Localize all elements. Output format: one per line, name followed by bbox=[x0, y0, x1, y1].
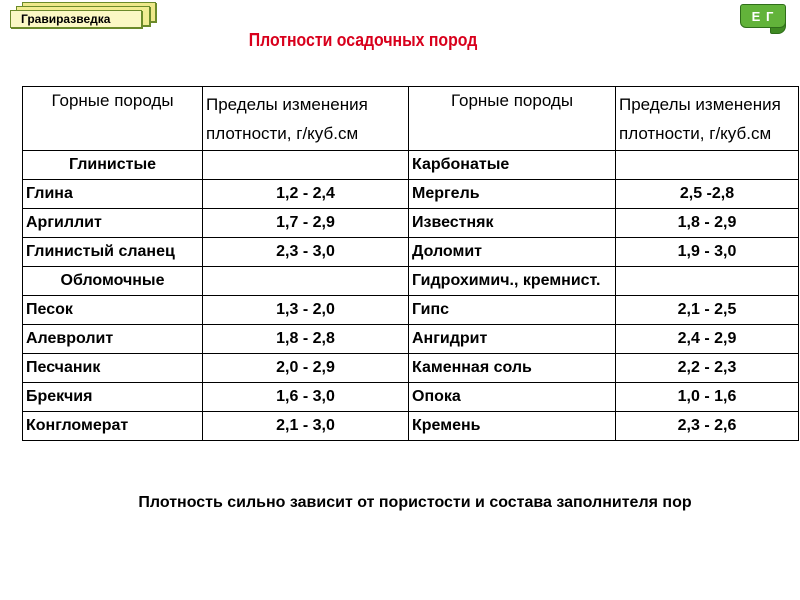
table-row bbox=[23, 412, 799, 441]
rock-name-left: Песок bbox=[23, 296, 203, 325]
table-row bbox=[23, 383, 799, 412]
flag-label: Е Г bbox=[740, 4, 786, 28]
table-row bbox=[23, 209, 799, 238]
density-table bbox=[22, 86, 799, 441]
rock-name-right: Доломит bbox=[409, 238, 616, 267]
table-category-row bbox=[23, 151, 799, 180]
rock-name-right: Каменная соль bbox=[409, 354, 616, 383]
density-range-left: 1,6 - 3,0 bbox=[203, 383, 409, 412]
table-row bbox=[23, 325, 799, 354]
footnote: Плотность сильно зависит от пористости и состава заполнителя пор bbox=[138, 494, 692, 511]
rock-name-left: Песчаник bbox=[23, 354, 203, 383]
density-range-left: 2,3 - 3,0 bbox=[203, 238, 409, 267]
header-range-right bbox=[616, 87, 799, 151]
rock-name-right: Гипс bbox=[409, 296, 616, 325]
density-range-left bbox=[203, 151, 409, 180]
category-left: Обломочные bbox=[23, 267, 203, 296]
rock-name-left: Алевролит bbox=[23, 325, 203, 354]
rock-name-left: Глина bbox=[23, 180, 203, 209]
table-row bbox=[23, 238, 799, 267]
header-range-left bbox=[203, 87, 409, 151]
eg-flag-button[interactable] bbox=[740, 4, 786, 32]
header-range-right-line2: плотности, г/куб.см bbox=[619, 123, 772, 143]
table-row bbox=[23, 296, 799, 325]
rock-name-right: Мергель bbox=[409, 180, 616, 209]
rock-name-right: Кремень bbox=[409, 412, 616, 441]
rock-name-right: Ангидрит bbox=[409, 325, 616, 354]
density-range-right: 1,9 - 3,0 bbox=[616, 238, 799, 267]
category-right: Гидрохимич., кремнист. bbox=[409, 267, 616, 296]
rock-name-left: Брекчия bbox=[23, 383, 203, 412]
density-range-right: 1,0 - 1,6 bbox=[616, 383, 799, 412]
density-range-left: 1,8 - 2,8 bbox=[203, 325, 409, 354]
table-row bbox=[23, 180, 799, 209]
header-range-left-line1: Пределы изменения bbox=[206, 94, 368, 114]
density-range-right bbox=[616, 151, 799, 180]
rock-name-left: Глинистый сланец bbox=[23, 238, 203, 267]
rock-name-left: Аргиллит bbox=[23, 209, 203, 238]
header-range-right-line1: Пределы изменения bbox=[619, 94, 781, 114]
density-range-right: 2,3 - 2,6 bbox=[616, 412, 799, 441]
page-title: Плотности осадочных пород bbox=[248, 30, 478, 50]
rock-name-right: Опока bbox=[409, 383, 616, 412]
category-left: Глинистые bbox=[23, 151, 203, 180]
table-header-row bbox=[23, 87, 799, 151]
table-row bbox=[23, 354, 799, 383]
section-badge[interactable] bbox=[8, 2, 158, 30]
density-range-right: 2,4 - 2,9 bbox=[616, 325, 799, 354]
density-range-right: 1,8 - 2,9 bbox=[616, 209, 799, 238]
density-range-left: 2,1 - 3,0 bbox=[203, 412, 409, 441]
rock-name-right: Известняк bbox=[409, 209, 616, 238]
category-right: Карбонатые bbox=[409, 151, 616, 180]
density-range-right bbox=[616, 267, 799, 296]
density-range-left bbox=[203, 267, 409, 296]
density-range-left: 2,0 - 2,9 bbox=[203, 354, 409, 383]
density-range-left: 1,3 - 2,0 bbox=[203, 296, 409, 325]
header-range-left-line2: плотности, г/куб.см bbox=[206, 123, 359, 143]
header-rock-left: Горные породы bbox=[23, 87, 203, 151]
density-range-right: 2,5 -2,8 bbox=[616, 180, 799, 209]
density-range-right: 2,2 - 2,3 bbox=[616, 354, 799, 383]
header-rock-right: Горные породы bbox=[409, 87, 616, 151]
density-range-left: 1,7 - 2,9 bbox=[203, 209, 409, 238]
table-category-row bbox=[23, 267, 799, 296]
badge-label: Гравиразведка bbox=[10, 10, 142, 28]
rock-name-left: Конгломерат bbox=[23, 412, 203, 441]
density-range-left: 1,2 - 2,4 bbox=[203, 180, 409, 209]
density-range-right: 2,1 - 2,5 bbox=[616, 296, 799, 325]
